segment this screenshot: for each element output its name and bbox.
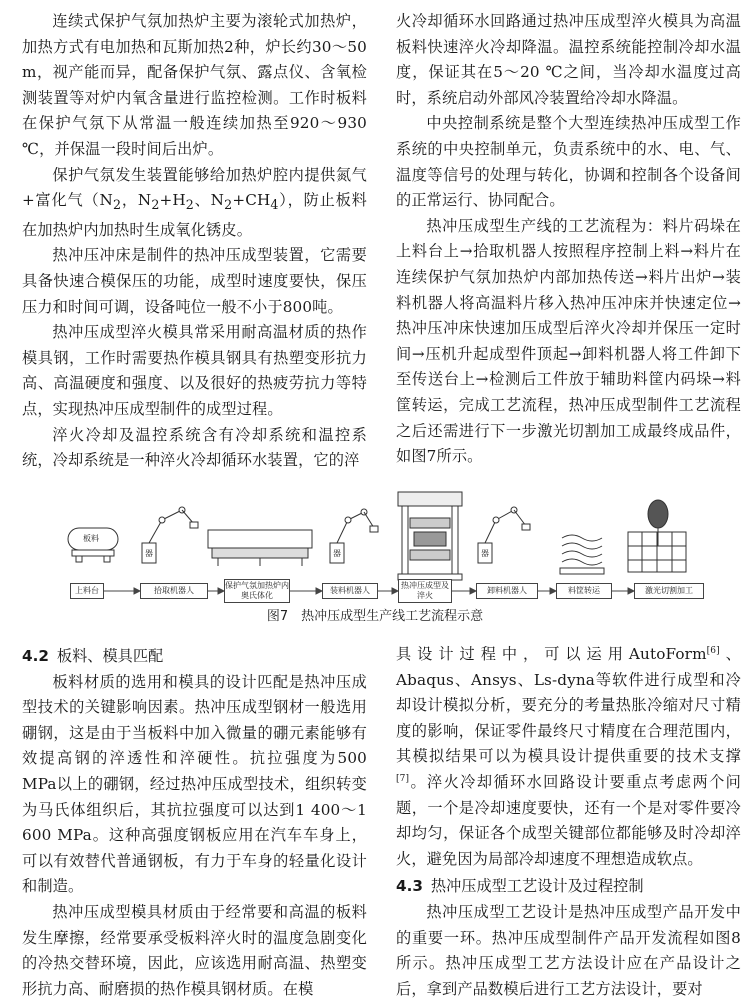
- robot-label-2: 器: [333, 549, 341, 558]
- step-furnace-austenitize: 保护气氛加热炉内奥氏体化: [224, 579, 290, 603]
- section-heading-4-2: 4.2 板料、模具匹配: [22, 647, 164, 665]
- left-column-top: [22, 9, 367, 474]
- paragraph-process-design: 热冲压成型工艺设计是热冲压成型产品开发中的重要一环。热冲压成型制件产品开发流程如图8所示。热冲压成型工艺方法设计应在产品设计之后，拿到产品数模后进行工艺方法设计，要对: [396, 902, 741, 998]
- paragraph-die: 热冲压成型淬火模具常采用耐高温材质的热作模具钢，工作时需要热作模具钢具有热塑变形抗力高、高温硬度和强度、以及很好的热疲劳抗力等特点，实现热冲压成型制件的成型过程。: [22, 323, 367, 418]
- step-pickup-robot: 拾取机器人: [140, 583, 208, 599]
- section-heading-4-3: 4.3 热冲压成型工艺设计及过程控制: [396, 877, 644, 896]
- step-laser-cutting: 激光切割加工: [634, 583, 704, 599]
- laser-cutting-illustration: [628, 500, 686, 572]
- paragraph-material: 板料材质的选用和模具的设计匹配是热冲压成型技术的关键影响因素。热冲压成型钢材一般选用硼钢，这是由于当板料中加入微量的硼元素能够有效提高钢的淬透性和淬硬性。抗拉强度为500 MPa以上的硼钢，经过热冲压成型技术，组织转变为马氏体组织后，其抗拉强度可以达到1 400～1 600 MPa。这种高强度钢板应用在汽车车身上，可以有效替代普通钢板，有力于车身的轻量化设计和制造。: [22, 672, 367, 896]
- paragraph-furnace: 连续式保护气氛加热炉主要为滚轮式加热炉，加热方式有电加热和瓦斯加热2种，炉长约30～50 m，视产能而异，配备保护气氛、露点仪、含氧检测装置等对炉内氧含量进行监控检测。工作时板料在保护气氛下从常温一般连续加热至920～930 ℃，并保温一段时间后出炉。: [22, 12, 367, 158]
- heating-furnace-illustration: [208, 530, 312, 566]
- robot-label-3: 器: [481, 549, 489, 558]
- figure-caption: 图7 热冲压成型生产线工艺流程示意: [266, 609, 484, 624]
- stacked-parts-illustration: [560, 535, 604, 574]
- paragraph-die-design: 具设计过程中，可以运用AutoForm[6]、Abaqus、Ansys、Ls-dyna等软件进行成型和冷却设计模拟分析，要充分的考量热胀冷缩对尺寸精度的影响，保证零件最终尺寸精度在合理范围内，其模拟结果可以为模具设计提供重要的技术支撑[7]。淬火冷却循环水回路设计要重点考虑两个问题，一个是冷却速度要快，还有一个是对零件要冷却均匀，保证各个成型关键部位都能够及时冷却淬火，避免因为局部冷却速度不理想造成软点。: [396, 645, 742, 868]
- paragraph-process-flow: 热冲压成型生产线的工艺流程为：料片码垛在上料台上→拾取机器人按照程序控制上料→料片在连续保护气氛加热炉内部加热传送→料片出炉→装料机器人将高温料片移入热冲压冲床并快速定位→热冲压冲床快速加压成型后淬火冷却并保压一定时间→压机升起成型件顶起→卸料机器人将工件卸下至传送台上→检测后工件放于辅助料筐内码垛→料筐转运，完成工艺流程，热冲压成型制件工艺流程之后还需进行下一步激光切割加工成最终成品件，如图7所示。: [396, 216, 741, 466]
- plate-label: 板料: [83, 534, 99, 543]
- robot-label-1: 器: [145, 549, 153, 558]
- paragraph-cooling-cont: 火冷却循环水回路通过热冲压成型淬火模具为高温板料快速淬火冷却降温。温控系统能控制冷却水温度，保证其在5～20 ℃之间，当冷却水温度过高时，系统启动外部风冷装置给冷却水降温。: [396, 12, 741, 107]
- left-column-bottom: [22, 642, 367, 1002]
- step-loading-robot: 装料机器人: [322, 583, 378, 599]
- step-basket-transfer: 料筐转运: [556, 583, 612, 599]
- right-column-top: [396, 9, 741, 470]
- paragraph-die-material: 热冲压成型模具材质由于经常要和高温的板料发生摩擦，经常要承受板料淬火时的温度急剧变化的冷热交替环境，因此，应该选用耐高温、热塑变形抗力高、耐磨损的热作模具钢材质。在模: [22, 902, 367, 998]
- hot-stamping-press-illustration: [398, 492, 462, 580]
- figure-7-process-diagram: [22, 488, 728, 616]
- step-unloading-robot: 卸料机器人: [476, 583, 538, 599]
- right-column-bottom: [396, 642, 741, 1002]
- step-loading-table: 上料台: [70, 583, 104, 599]
- paragraph-central-control: 中央控制系统是整个大型连续热冲压成型工作系统的中央控制单元，负责系统中的水、电、气、温度等信号的处理与转化，协调和控制各个设备间的正常运行、协同配合。: [396, 114, 741, 210]
- paragraph-protective-gas: 保护气氛发生装置能够给加热炉腔内提供氮气+富化气（$N_2$，$N_2+H_2$、$N_2+CH_4$），防止板料在加热炉内加热时生成氧化锈皮。: [22, 165, 367, 239]
- step-hot-stamping: 热冲压成型及淬火: [398, 579, 452, 603]
- paragraph-press: 热冲压冲床是制件的热冲压成型装置，它需要具备快速合模保压的功能，成型时速度要快，保压压力和时间可调，设备吨位一般不小于800吨。: [22, 246, 367, 316]
- paragraph-cooling: 淬火冷却及温控系统含有冷却系统和温控系统，冷却系统是一种淬火冷却循环水装置，它的淬: [22, 425, 367, 470]
